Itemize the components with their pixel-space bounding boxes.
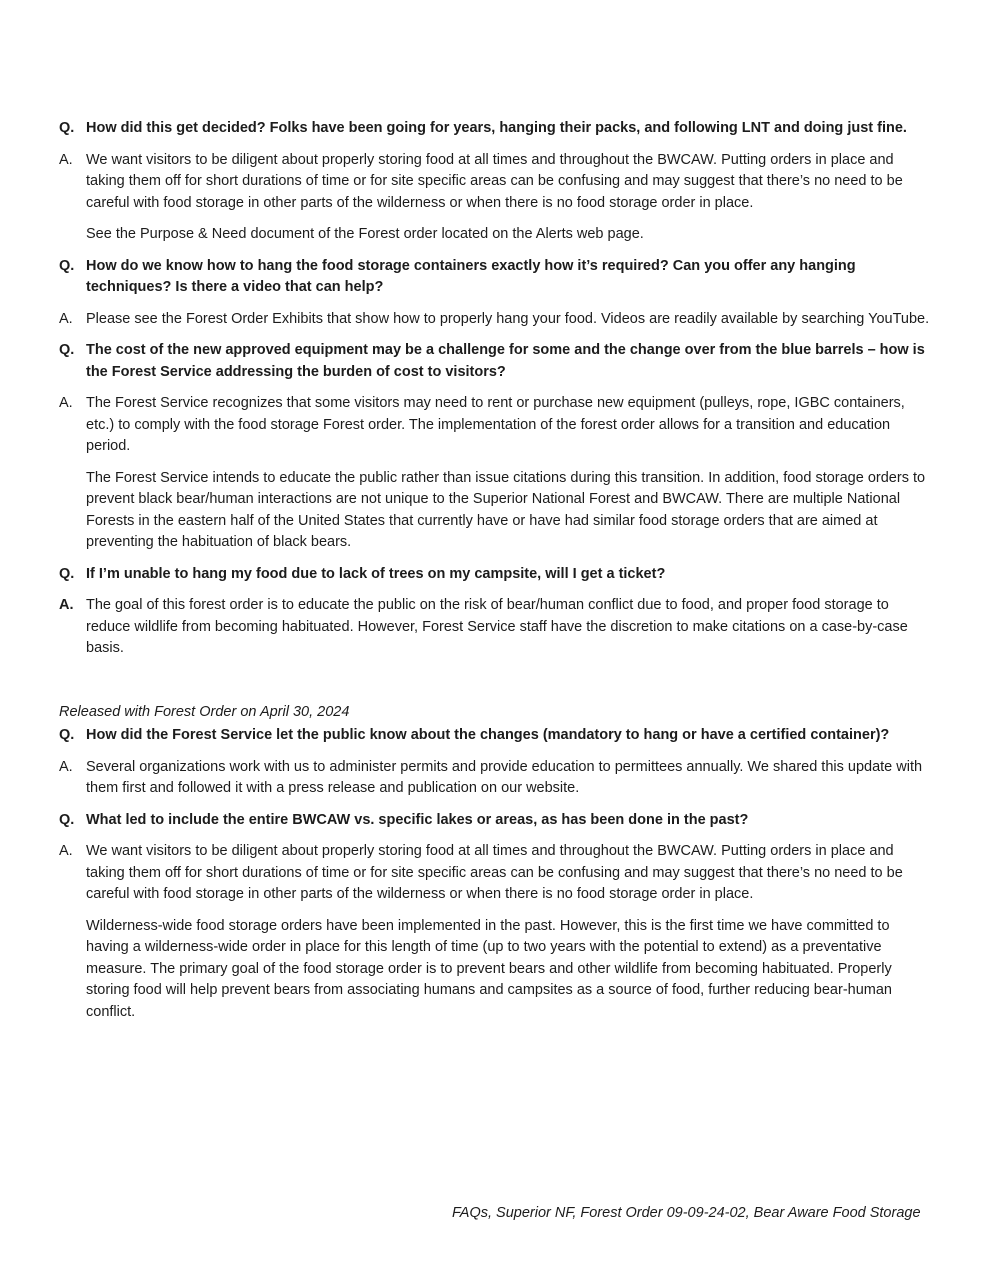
vertical-spacer	[59, 670, 930, 702]
answer-block	[59, 841, 930, 906]
question-text: How did the Forest Service let the public know about the changes (mandatory to hang or have a certified container)?	[86, 727, 890, 743]
release-note: Released with Forest Order on April 30, 2024	[59, 703, 350, 720]
question-text: The cost of the new approved equipment may be a challenge for some and the change over from the blue barrels – how is the Forest Service addressing the burden of cost to visitors?	[86, 342, 925, 380]
question-label: Q.	[59, 120, 75, 136]
question-text: How do we know how to hang the food storage containers exactly how it’s required? Can you offer any hanging techniques? Is there a video that can help?	[86, 257, 856, 295]
answer-block	[59, 595, 930, 660]
question-block	[59, 810, 930, 832]
answer-label: A.	[59, 151, 73, 168]
answer-text: We want visitors to be diligent about properly storing food at all times and throughout the BWCAW. Putting orders in place and taking them off for short durations of time or for site specific areas can be confusing and may suggest that there’s no need to be careful with food storage in other parts of the wilderness or when there is no food storage order in place.	[86, 151, 903, 211]
question-label: Q.	[59, 342, 75, 358]
answer-text: Please see the Forest Order Exhibits that show how to properly hang your food. Videos are readily available by searching YouTube.	[86, 310, 930, 327]
question-block	[59, 564, 930, 586]
answer-label: A.	[59, 758, 73, 775]
question-label: Q.	[59, 811, 75, 828]
paragraph-block: The Forest Service intends to educate the public rather than issue citations during this transition. In addition, food storage orders to prevent black bear/human interactions are not unique to the Superior National Forest and BWCAW. There are multiple National Forests in the eastern half of the United States that currently have or have had similar food storage orders that are aimed at preventing the habituation of black bears.	[86, 469, 926, 550]
answer-label: A.	[59, 843, 73, 859]
paragraph-block: Wilderness-wide food storage orders have been implemented in the past. However, this is the first time we have committed to having a wilderness-wide order in place for this length of time (up to two years with the potential to extend) as a preventative measure. The primary goal of the food storage order is to prevent bears and other wildlife from becoming habituated. Properly storing food will help prevent bears from associating humans and campsites as a source of food, further reducing bear-human conflict.	[86, 917, 892, 1020]
question-text: What led to include the entire BWCAW vs. specific lakes or areas, as has been done in the past?	[86, 811, 749, 828]
question-label: Q.	[59, 257, 75, 274]
question-block	[59, 118, 930, 140]
answer-label: A.	[59, 395, 73, 411]
answer-label: A.	[59, 310, 73, 327]
question-block	[59, 725, 930, 747]
answer-text: The goal of this forest order is to educate the public on the risk of bear/human conflict due to food, and proper food storage to reduce wildlife from becoming habituated. However, Forest Service staff have the discretion to make citations on a case-by-case basis.	[86, 597, 908, 656]
page-footer: FAQs, Superior NF, Forest Order 09-09-24-02, Bear Aware Food Storage	[452, 1205, 921, 1221]
question-label: Q.	[59, 565, 75, 582]
answer-label: A.	[59, 597, 74, 613]
answer-block	[59, 150, 930, 215]
paragraph-block: See the Purpose & Need document of the Forest order located on the Alerts web page.	[86, 226, 644, 242]
answer-text: The Forest Service recognizes that some visitors may need to rent or purchase new equipment (pulleys, rope, IGBC containers, etc.) to comply with the food storage Forest order. The implementation of the forest order allows for a transition and education period.	[86, 395, 905, 454]
answer-text: Several organizations work with us to administer permits and provide education to permittees annually. We shared this update with them first and followed it with a press release and publication on our website.	[86, 758, 923, 796]
question-text: How did this get decided? Folks have been going for years, hanging their packs, and following LNT and doing just fine.	[86, 120, 907, 136]
answer-block	[59, 393, 930, 458]
question-block	[59, 256, 930, 299]
question-text: If I’m unable to hang my food due to lack of trees on my campsite, will I get a ticket?	[86, 565, 666, 582]
faq-body	[59, 118, 930, 1033]
answer-text: We want visitors to be diligent about properly storing food at all times and throughout the BWCAW. Putting orders in place and taking them off for short durations of time or for site specific areas can be confusing and may suggest that there’s no need to be careful with food storage in other parts of the wilderness or when there is no food storage order in place.	[86, 843, 903, 902]
answer-block	[59, 757, 930, 800]
question-label: Q.	[59, 727, 75, 743]
answer-block	[59, 309, 930, 331]
question-block	[59, 340, 930, 383]
